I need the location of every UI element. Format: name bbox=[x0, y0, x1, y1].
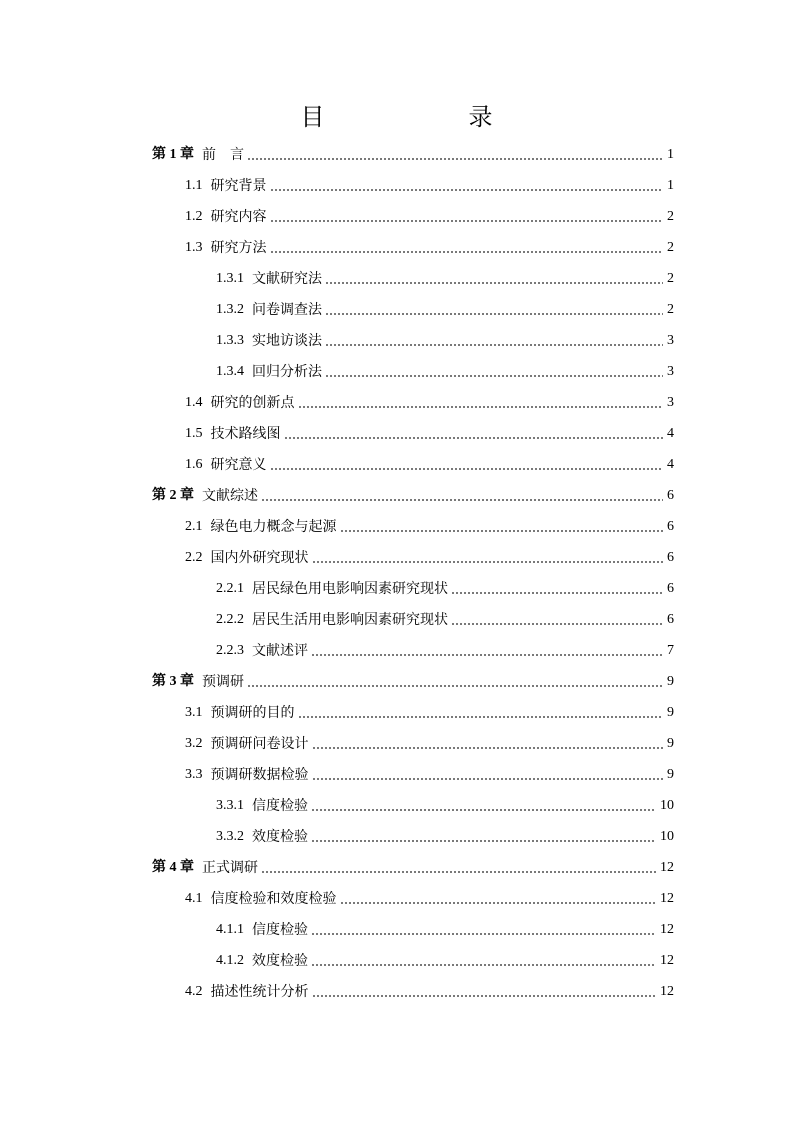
toc-entry-level-2[interactable] bbox=[185, 170, 674, 201]
toc-entry-number: 4.2 bbox=[185, 983, 203, 999]
toc-dot-leader bbox=[311, 654, 663, 656]
toc-dot-leader bbox=[325, 344, 663, 346]
toc-entry-level-2[interactable] bbox=[185, 728, 674, 759]
toc-entry-page-number: 3 bbox=[667, 332, 674, 348]
toc-entry-page-number: 12 bbox=[660, 952, 674, 968]
toc-entry-page-number: 12 bbox=[660, 983, 674, 999]
toc-entry-number: 2.2.2 bbox=[216, 611, 244, 627]
toc-entry-page-number: 12 bbox=[660, 921, 674, 937]
toc-entry-page-number: 6 bbox=[667, 611, 674, 627]
toc-entry-number: 1.3.1 bbox=[216, 270, 244, 286]
toc-entry-page-number: 4 bbox=[667, 456, 674, 472]
toc-dot-leader bbox=[311, 809, 656, 811]
toc-entry-title: 研究内容 bbox=[210, 208, 267, 225]
toc-dot-leader bbox=[270, 189, 664, 191]
toc-entry-title: 信度检验 bbox=[252, 921, 308, 938]
toc-entry-title: 信度检验 bbox=[252, 797, 308, 814]
toc-entry-page-number: 9 bbox=[667, 735, 674, 751]
toc-dot-leader bbox=[451, 623, 663, 625]
toc-entry-title: 回归分析法 bbox=[252, 363, 322, 380]
toc-entry-page-number: 12 bbox=[660, 859, 674, 875]
toc-entry-number: 2.2 bbox=[185, 549, 203, 565]
toc-entry-title: 信度检验和效度检验 bbox=[210, 890, 337, 907]
toc-entry-title: 文献研究法 bbox=[252, 270, 322, 287]
toc-entry-number: 第 2 章 bbox=[152, 487, 194, 503]
toc-entry-level-2[interactable] bbox=[185, 449, 674, 480]
toc-entry-page-number: 2 bbox=[667, 270, 674, 286]
toc-entry-page-number: 1 bbox=[667, 146, 674, 162]
toc-entry-page-number: 6 bbox=[667, 518, 674, 534]
toc-entry-level-2[interactable] bbox=[185, 976, 674, 1007]
toc-entry-number: 1.3 bbox=[185, 239, 203, 255]
toc-entry-level-1[interactable] bbox=[152, 139, 674, 170]
toc-dot-leader bbox=[311, 840, 656, 842]
toc-entry-level-3[interactable] bbox=[216, 945, 674, 976]
toc-entry-page-number: 7 bbox=[667, 642, 674, 658]
toc-dot-leader bbox=[270, 251, 664, 253]
toc-entry-level-3[interactable] bbox=[216, 635, 674, 666]
toc-entry-number: 2.2.1 bbox=[216, 580, 244, 596]
toc-dot-leader bbox=[311, 933, 656, 935]
toc-entry-level-3[interactable] bbox=[216, 573, 674, 604]
toc-entry-level-3[interactable] bbox=[216, 356, 674, 387]
toc-entry-title: 研究意义 bbox=[210, 456, 267, 473]
toc-entry-number: 2.1 bbox=[185, 518, 203, 534]
toc-entry-page-number: 9 bbox=[667, 704, 674, 720]
toc-entry-level-2[interactable] bbox=[185, 697, 674, 728]
toc-entry-level-3[interactable] bbox=[216, 325, 674, 356]
toc-entry-title: 问卷调查法 bbox=[252, 301, 322, 318]
toc-entry-title: 研究的创新点 bbox=[210, 394, 295, 411]
toc-entry-level-3[interactable] bbox=[216, 914, 674, 945]
toc-entry-page-number: 10 bbox=[660, 797, 674, 813]
toc-dot-leader bbox=[312, 778, 664, 780]
toc-entry-number: 第 3 章 bbox=[152, 673, 194, 689]
toc-entry-level-2[interactable] bbox=[185, 418, 674, 449]
toc-title: 目 录 bbox=[300, 103, 525, 131]
toc-entry-level-2[interactable] bbox=[185, 201, 674, 232]
toc-entry-level-3[interactable] bbox=[216, 790, 674, 821]
toc-entry-number: 3.3.1 bbox=[216, 797, 244, 813]
toc-entry-level-1[interactable] bbox=[152, 480, 674, 511]
toc-dot-leader bbox=[270, 220, 664, 222]
toc-dot-leader bbox=[270, 468, 664, 470]
toc-entry-title: 技术路线图 bbox=[210, 425, 281, 442]
toc-entry-title: 国内外研究现状 bbox=[210, 549, 309, 566]
toc-entry-page-number: 2 bbox=[667, 239, 674, 255]
toc-entry-page-number: 10 bbox=[660, 828, 674, 844]
toc-entry-number: 1.3.2 bbox=[216, 301, 244, 317]
toc-entry-page-number: 12 bbox=[660, 890, 674, 906]
toc-entry-level-2[interactable] bbox=[185, 511, 674, 542]
toc-entry-title: 效度检验 bbox=[252, 828, 308, 845]
toc-dot-leader bbox=[325, 375, 663, 377]
toc-entry-title: 预调研数据检验 bbox=[210, 766, 309, 783]
toc-entry-number: 4.1.1 bbox=[216, 921, 244, 937]
toc-entry-level-2[interactable] bbox=[185, 387, 674, 418]
toc-entry-number: 第 4 章 bbox=[152, 859, 194, 875]
toc-entry-number: 3.1 bbox=[185, 704, 203, 720]
toc-entry-page-number: 6 bbox=[667, 549, 674, 565]
toc-dot-leader bbox=[451, 592, 663, 594]
toc-entry-title: 研究背景 bbox=[210, 177, 267, 194]
toc-entry-title: 效度检验 bbox=[252, 952, 308, 969]
toc-entry-level-1[interactable] bbox=[152, 666, 674, 697]
toc-entry-page-number: 1 bbox=[667, 177, 674, 193]
toc-dot-leader bbox=[261, 871, 656, 873]
toc-entry-level-1[interactable] bbox=[152, 852, 674, 883]
toc-entry-level-3[interactable] bbox=[216, 263, 674, 294]
toc-entry-number: 3.3.2 bbox=[216, 828, 244, 844]
toc-entry-level-3[interactable] bbox=[216, 294, 674, 325]
toc-entry-level-2[interactable] bbox=[185, 232, 674, 263]
toc-entry-title: 预调研 bbox=[202, 673, 244, 690]
toc-entry-number: 4.1.2 bbox=[216, 952, 244, 968]
toc-entry-number: 1.1 bbox=[185, 177, 203, 193]
toc-entry-number: 1.6 bbox=[185, 456, 203, 472]
toc-dot-leader bbox=[312, 747, 664, 749]
toc-entry-number: 1.3.3 bbox=[216, 332, 244, 348]
toc-entry-number: 1.4 bbox=[185, 394, 203, 410]
toc-dot-leader bbox=[311, 964, 656, 966]
toc-entry-number: 3.2 bbox=[185, 735, 203, 751]
toc-entry-title: 预调研的目的 bbox=[210, 704, 295, 721]
toc-entry-level-3[interactable] bbox=[216, 821, 674, 852]
toc-dot-leader bbox=[340, 902, 657, 904]
toc-entry-title: 前 言 bbox=[202, 146, 244, 163]
toc-entry-title: 居民生活用电影响因素研究现状 bbox=[252, 611, 448, 628]
toc-entry-level-2[interactable] bbox=[185, 759, 674, 790]
toc-dot-leader bbox=[298, 406, 664, 408]
toc-entry-title: 文献综述 bbox=[202, 487, 258, 504]
toc-entry-number: 2.2.3 bbox=[216, 642, 244, 658]
toc-entry-page-number: 6 bbox=[667, 487, 674, 503]
toc-entry-title: 绿色电力概念与起源 bbox=[210, 518, 337, 535]
toc-entry-page-number: 4 bbox=[667, 425, 674, 441]
toc-entry-title: 预调研问卷设计 bbox=[210, 735, 309, 752]
toc-entry-title: 正式调研 bbox=[202, 859, 258, 876]
toc-entry-level-2[interactable] bbox=[185, 883, 674, 914]
toc-entry-page-number: 2 bbox=[667, 301, 674, 317]
toc-entry-page-number: 9 bbox=[667, 673, 674, 689]
toc-dot-leader bbox=[312, 995, 657, 997]
toc-dot-leader bbox=[261, 499, 663, 501]
toc-entry-page-number: 3 bbox=[667, 363, 674, 379]
toc-entry-page-number: 6 bbox=[667, 580, 674, 596]
toc-entry-number: 第 1 章 bbox=[152, 146, 194, 162]
toc-entry-title: 描述性统计分析 bbox=[210, 983, 309, 1000]
toc-entry-title: 研究方法 bbox=[210, 239, 267, 256]
toc-entry-title: 居民绿色用电影响因素研究现状 bbox=[252, 580, 448, 597]
toc-entry-level-2[interactable] bbox=[185, 542, 674, 573]
toc-dot-leader bbox=[325, 282, 663, 284]
toc-entry-number: 3.3 bbox=[185, 766, 203, 782]
toc-dot-leader bbox=[284, 437, 664, 439]
toc-entry-page-number: 3 bbox=[667, 394, 674, 410]
toc-entry-page-number: 9 bbox=[667, 766, 674, 782]
toc-dot-leader bbox=[247, 158, 663, 160]
toc-entry-number: 1.5 bbox=[185, 425, 203, 441]
toc-entry-page-number: 2 bbox=[667, 208, 674, 224]
toc-dot-leader bbox=[298, 716, 664, 718]
toc-entry-number: 1.2 bbox=[185, 208, 203, 224]
toc-dot-leader bbox=[247, 685, 663, 687]
toc-dot-leader bbox=[312, 561, 664, 563]
toc-entry-title: 实地访谈法 bbox=[252, 332, 322, 349]
toc-entry-level-3[interactable] bbox=[216, 604, 674, 635]
toc-dot-leader bbox=[340, 530, 664, 532]
toc-entry-title: 文献述评 bbox=[252, 642, 308, 659]
toc-entry-number: 1.3.4 bbox=[216, 363, 244, 379]
toc-dot-leader bbox=[325, 313, 663, 315]
toc-entry-number: 4.1 bbox=[185, 890, 203, 906]
